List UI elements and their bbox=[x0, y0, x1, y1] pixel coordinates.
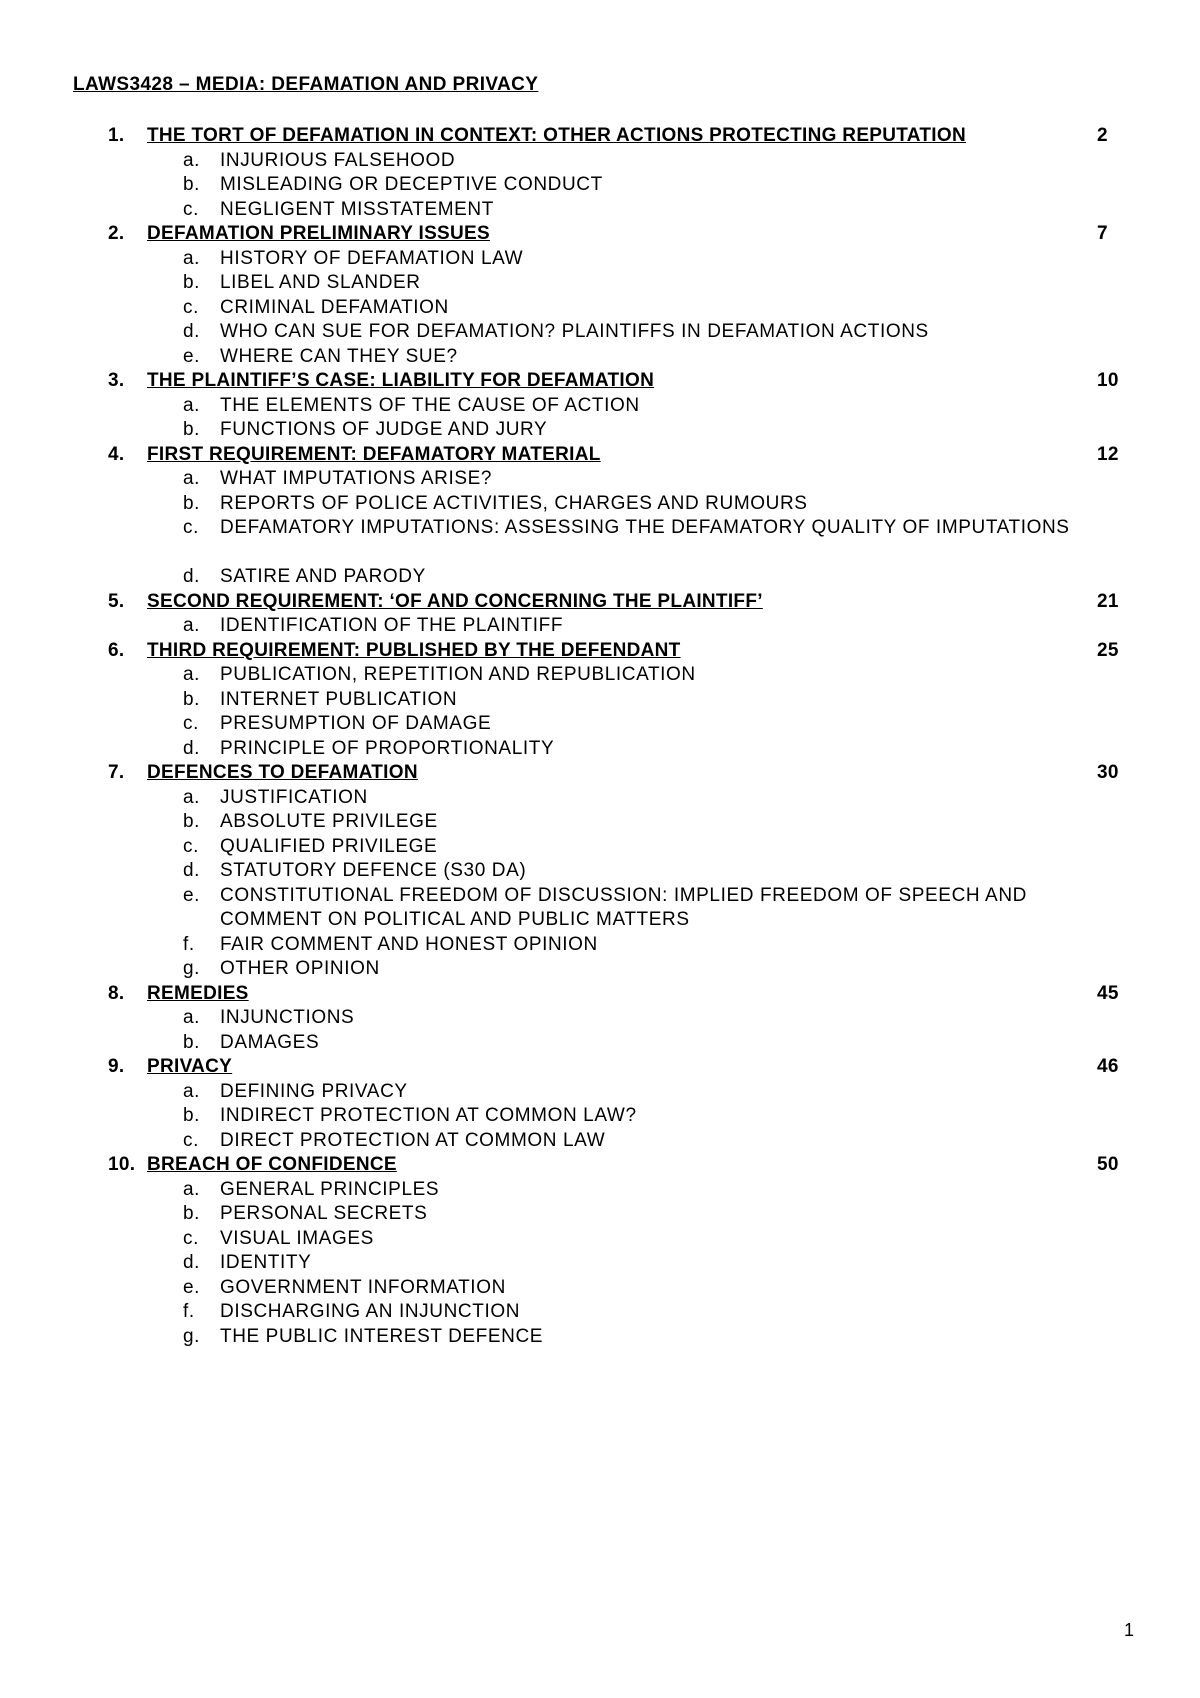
toc-section bbox=[0, 761, 1200, 786]
section-page-number: 25 bbox=[1097, 639, 1119, 661]
toc-subitem bbox=[0, 712, 1200, 737]
toc-subitem bbox=[0, 418, 1200, 443]
subitem-text: PUBLICATION, REPETITION AND REPUBLICATION bbox=[220, 664, 696, 685]
section-number: 5. bbox=[108, 590, 125, 612]
subitem-text: PRESUMPTION OF DAMAGE bbox=[220, 713, 492, 734]
subitem-letter: g. bbox=[183, 958, 201, 979]
subitem-text: OTHER OPINION bbox=[220, 958, 380, 979]
section-page-number: 12 bbox=[1097, 443, 1119, 465]
section-number: 9. bbox=[108, 1056, 125, 1077]
subitem-text: IDENTITY bbox=[220, 1252, 312, 1273]
subitem-letter: b. bbox=[183, 174, 201, 195]
toc-section bbox=[0, 443, 1200, 468]
section-number: 2. bbox=[108, 223, 125, 244]
subitem-text: WHO CAN SUE FOR DEFAMATION? PLAINTIFFS IN DEFAMATION ACTIONS bbox=[220, 321, 929, 342]
toc-subitem bbox=[0, 835, 1200, 860]
toc-subitem bbox=[0, 859, 1200, 884]
subitem-letter: d. bbox=[183, 860, 201, 881]
section-title: PRIVACY bbox=[147, 1056, 233, 1077]
toc-subitem bbox=[0, 1006, 1200, 1031]
table-of-contents bbox=[0, 124, 1200, 1349]
subitem-letter: a. bbox=[183, 664, 201, 685]
subitem-text: CONSTITUTIONAL FREEDOM OF DISCUSSION: IMPLIED FREEDOM OF SPEECH AND COMMENT ON POLITICAL AND PUBLIC MATTERS bbox=[220, 884, 1027, 930]
subitem-letter: c. bbox=[183, 835, 199, 857]
toc-subitem bbox=[0, 1031, 1200, 1056]
toc-section bbox=[0, 982, 1200, 1007]
subitem-text: INJUNCTIONS bbox=[220, 1007, 355, 1028]
subitem-letter: b. bbox=[183, 811, 201, 832]
toc-subitem bbox=[0, 786, 1200, 811]
toc-subitem bbox=[0, 810, 1200, 835]
subitem-text: JUSTIFICATION bbox=[220, 786, 368, 808]
toc-subitem bbox=[0, 884, 1200, 933]
toc-subitem bbox=[0, 247, 1200, 272]
toc-subitem bbox=[0, 296, 1200, 321]
toc-subitem bbox=[0, 1202, 1200, 1227]
subitem-letter: g. bbox=[183, 1325, 201, 1347]
toc-section bbox=[0, 222, 1200, 247]
section-page-number: 45 bbox=[1097, 982, 1119, 1004]
section-title: FIRST REQUIREMENT: DEFAMATORY MATERIAL bbox=[147, 443, 601, 465]
section-title: SECOND REQUIREMENT: ‘OF AND CONCERNING THE PLAINTIFF’ bbox=[147, 590, 763, 612]
toc-subitem bbox=[0, 957, 1200, 982]
subitem-text: HISTORY OF DEFAMATION LAW bbox=[220, 247, 524, 269]
subitem-text: CRIMINAL DEFAMATION bbox=[220, 296, 449, 318]
toc-section bbox=[0, 369, 1200, 394]
subitem-letter: c. bbox=[183, 296, 199, 318]
toc-subitem bbox=[0, 614, 1200, 639]
subitem-text: DISCHARGING AN INJUNCTION bbox=[220, 1301, 521, 1322]
section-number: 3. bbox=[108, 370, 125, 391]
subitem-letter: e. bbox=[183, 1276, 201, 1298]
subitem-letter: d. bbox=[183, 1252, 201, 1273]
toc-subitem bbox=[0, 173, 1200, 198]
toc-section bbox=[0, 124, 1200, 149]
subitem-text: NEGLIGENT MISSTATEMENT bbox=[220, 198, 494, 220]
subitem-text: WHAT IMPUTATIONS ARISE? bbox=[220, 468, 493, 489]
subitem-text: INJURIOUS FALSEHOOD bbox=[220, 149, 456, 171]
section-number: 8. bbox=[108, 982, 125, 1004]
subitem-letter: c. bbox=[183, 517, 199, 538]
section-page-number: 21 bbox=[1097, 590, 1119, 612]
subitem-letter: c. bbox=[183, 713, 199, 734]
subitem-text: REPORTS OF POLICE ACTIVITIES, CHARGES AND RUMOURS bbox=[220, 492, 808, 514]
subitem-letter: a. bbox=[183, 394, 201, 416]
toc-subitem bbox=[0, 737, 1200, 762]
section-number: 7. bbox=[108, 762, 125, 783]
subitem-letter: b. bbox=[183, 1203, 201, 1224]
subitem-text: PRINCIPLE OF PROPORTIONALITY bbox=[220, 737, 555, 759]
toc-subitem bbox=[0, 492, 1200, 517]
subitem-letter: a. bbox=[183, 615, 201, 636]
subitem-text: THE PUBLIC INTEREST DEFENCE bbox=[220, 1325, 544, 1347]
subitem-letter: a. bbox=[183, 149, 201, 171]
subitem-text: PERSONAL SECRETS bbox=[220, 1203, 428, 1224]
toc-subitem bbox=[0, 320, 1200, 345]
toc-subitem bbox=[0, 1227, 1200, 1252]
section-title: DEFAMATION PRELIMINARY ISSUES bbox=[147, 223, 490, 244]
subitem-text: WHERE CAN THEY SUE? bbox=[220, 345, 458, 367]
subitem-letter: d. bbox=[183, 737, 201, 759]
section-number: 1. bbox=[108, 125, 125, 146]
subitem-letter: b. bbox=[183, 688, 201, 710]
subitem-letter: a. bbox=[183, 1178, 201, 1200]
toc-subitem bbox=[0, 345, 1200, 370]
subitem-letter: a. bbox=[183, 1007, 201, 1028]
subitem-text: STATUTORY DEFENCE (S30 DA) bbox=[220, 860, 527, 881]
toc-subitem bbox=[0, 1178, 1200, 1203]
toc-subitem bbox=[0, 149, 1200, 174]
toc-subitem bbox=[0, 663, 1200, 688]
subitem-letter: e. bbox=[183, 345, 201, 367]
toc-subitem bbox=[0, 565, 1200, 590]
toc-subitem bbox=[0, 1276, 1200, 1301]
subitem-letter: b. bbox=[183, 419, 201, 440]
subitem-text: VISUAL IMAGES bbox=[220, 1227, 374, 1249]
document-title: LAWS3428 – MEDIA: DEFAMATION AND PRIVACY bbox=[73, 74, 539, 95]
toc-subitem bbox=[0, 516, 1200, 565]
subitem-text: DAMAGES bbox=[220, 1031, 320, 1053]
section-number: 10. bbox=[108, 1154, 136, 1175]
section-number: 4. bbox=[108, 443, 125, 465]
subitem-letter: b. bbox=[183, 1031, 201, 1053]
subitem-text: MISLEADING OR DECEPTIVE CONDUCT bbox=[220, 174, 603, 195]
toc-subitem bbox=[0, 198, 1200, 223]
toc-subitem bbox=[0, 1251, 1200, 1276]
section-page-number: 7 bbox=[1097, 223, 1108, 244]
toc-subitem bbox=[0, 933, 1200, 958]
subitem-text: LIBEL AND SLANDER bbox=[220, 272, 421, 293]
subitem-text: INDIRECT PROTECTION AT COMMON LAW? bbox=[220, 1105, 637, 1126]
section-number: 6. bbox=[108, 639, 125, 661]
subitem-text: FUNCTIONS OF JUDGE AND JURY bbox=[220, 419, 548, 440]
subitem-letter: f. bbox=[183, 1301, 195, 1322]
subitem-text: GOVERNMENT INFORMATION bbox=[220, 1276, 506, 1298]
toc-subitem bbox=[0, 1104, 1200, 1129]
subitem-letter: c. bbox=[183, 1227, 199, 1249]
section-page-number: 2 bbox=[1097, 125, 1108, 146]
subitem-letter: a. bbox=[183, 1080, 201, 1102]
toc-subitem bbox=[0, 688, 1200, 713]
subitem-letter: a. bbox=[183, 247, 201, 269]
subitem-letter: a. bbox=[183, 786, 201, 808]
subitem-letter: f. bbox=[183, 933, 195, 955]
toc-section bbox=[0, 1055, 1200, 1080]
subitem-letter: b. bbox=[183, 1105, 201, 1126]
subitem-letter: d. bbox=[183, 566, 201, 587]
subitem-text: DIRECT PROTECTION AT COMMON LAW bbox=[220, 1129, 606, 1151]
subitem-text: SATIRE AND PARODY bbox=[220, 566, 426, 587]
toc-subitem bbox=[0, 1080, 1200, 1105]
section-title: DEFENCES TO DEFAMATION bbox=[147, 762, 418, 783]
toc-section bbox=[0, 1153, 1200, 1178]
subitem-letter: e. bbox=[183, 884, 201, 906]
section-title: BREACH OF CONFIDENCE bbox=[147, 1154, 397, 1175]
toc-subitem bbox=[0, 271, 1200, 296]
section-page-number: 50 bbox=[1097, 1154, 1119, 1175]
subitem-text: DEFAMATORY IMPUTATIONS: ASSESSING THE DEFAMATORY QUALITY OF IMPUTATIONS bbox=[220, 517, 1070, 538]
subitem-text: INTERNET PUBLICATION bbox=[220, 688, 458, 710]
subitem-text: GENERAL PRINCIPLES bbox=[220, 1178, 440, 1200]
subitem-letter: d. bbox=[183, 321, 201, 342]
toc-section bbox=[0, 590, 1200, 615]
subitem-text: THE ELEMENTS OF THE CAUSE OF ACTION bbox=[220, 394, 640, 416]
section-title: THE TORT OF DEFAMATION IN CONTEXT: OTHER ACTIONS PROTECTING REPUTATION bbox=[147, 125, 966, 146]
subitem-text: ABSOLUTE PRIVILEGE bbox=[220, 811, 438, 832]
subitem-text: QUALIFIED PRIVILEGE bbox=[220, 835, 438, 857]
section-title: REMEDIES bbox=[147, 982, 249, 1004]
subitem-letter: a. bbox=[183, 468, 201, 489]
toc-subitem bbox=[0, 394, 1200, 419]
toc-subitem bbox=[0, 1325, 1200, 1350]
subitem-text: IDENTIFICATION OF THE PLAINTIFF bbox=[220, 615, 564, 636]
subitem-text: DEFINING PRIVACY bbox=[220, 1080, 408, 1102]
subitem-letter: b. bbox=[183, 492, 201, 514]
toc-subitem bbox=[0, 467, 1200, 492]
toc-subitem bbox=[0, 1300, 1200, 1325]
subitem-letter: c. bbox=[183, 198, 199, 220]
toc-subitem bbox=[0, 1129, 1200, 1154]
section-page-number: 30 bbox=[1097, 762, 1119, 783]
section-title: THIRD REQUIREMENT: PUBLISHED BY THE DEFENDANT bbox=[147, 639, 681, 661]
toc-section bbox=[0, 639, 1200, 664]
page-number: 1 bbox=[1124, 1620, 1135, 1640]
section-page-number: 46 bbox=[1097, 1056, 1119, 1077]
subitem-text: FAIR COMMENT AND HONEST OPINION bbox=[220, 933, 598, 955]
section-page-number: 10 bbox=[1097, 370, 1119, 391]
subitem-letter: b. bbox=[183, 272, 201, 293]
subitem-letter: c. bbox=[183, 1129, 199, 1151]
section-title: THE PLAINTIFF’S CASE: LIABILITY FOR DEFAMATION bbox=[147, 370, 655, 391]
